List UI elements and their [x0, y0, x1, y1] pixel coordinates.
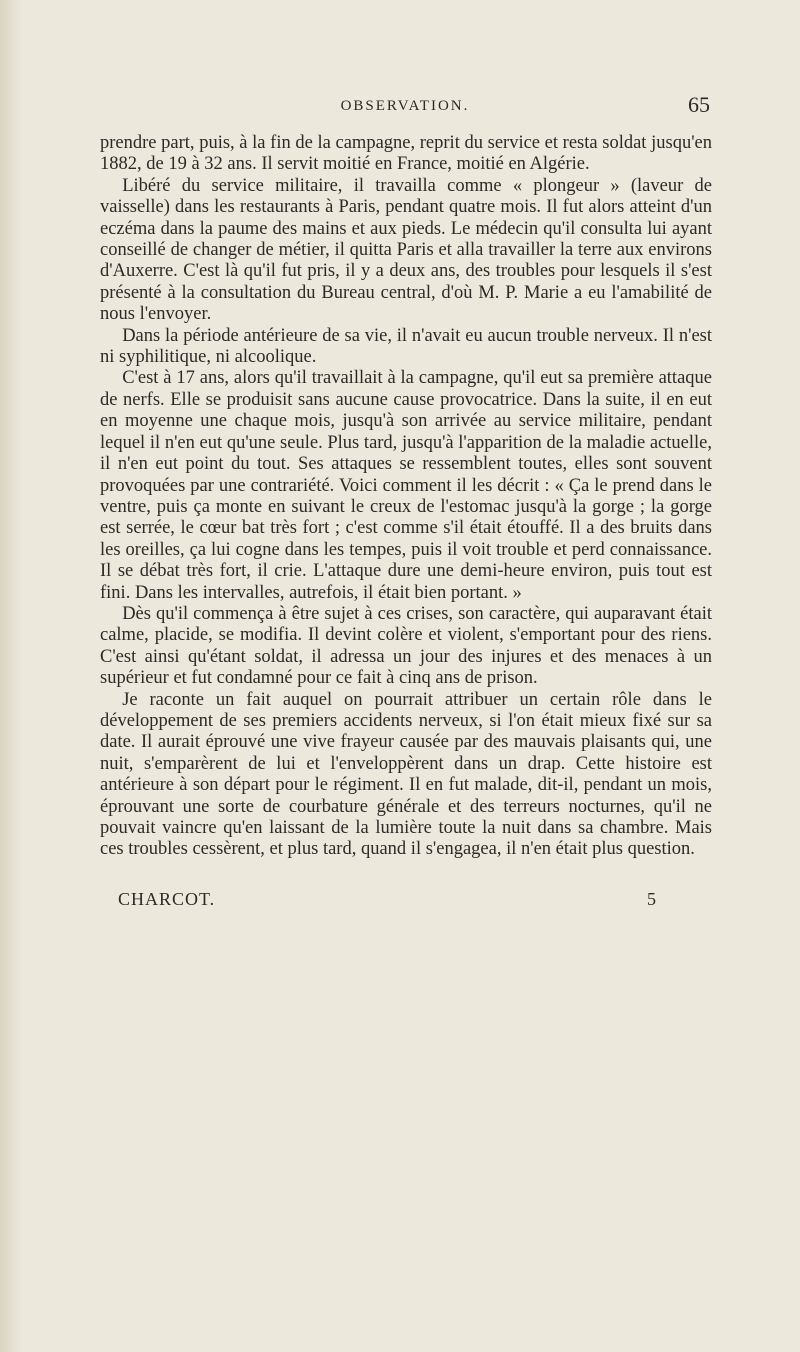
paragraph: C'est à 17 ans, alors qu'il travaillait à la campagne, qu'il eut sa première attaque de nerfs. Elle se produisit sans aucune cause provocatrice. Dans la suite, il en eut en moyenne une chaque mois, jusqu'à son arrivée au service militaire, pendant lequel il n'en eut qu'une seule. Plus tard, jusqu'à l'apparition de la maladie actuelle, il n'en eut point du tout. Ses attaques se ressemblent toutes, elles sont souvent provoquées par une contrariété. Voici comment il les décrit : « Ça le prend dans le ventre, puis ça monte en suivant le creux de l'estomac jusqu'à la gorge ; la gorge est serrée, le cœur bat très fort ; c'est comme s'il était étouffé. Il a des bruits dans les oreilles, ça lui cogne dans les tempes, puis il voit trouble et perd connaissance. Il se débat très fort, il crie. L'attaque dure une demi-heure environ, puis tout est fini. Dans les intervalles, autrefois, il était bien portant. »: [100, 368, 712, 603]
running-title: OBSERVATION.: [340, 98, 470, 114]
paragraph: Dès qu'il commença à être sujet à ces crises, son caractère, qui auparavant était calme, placide, se modifia. Il devint colère et violent, s'emportant pour des riens. C'est ainsi qu'étant soldat, il adressa un jour des injures et des menaces à un supérieur et fut condamné pour ce fait à cinq ans de prison.: [100, 603, 712, 689]
body-text: [100, 133, 712, 861]
gathering-number: 5: [647, 889, 656, 909]
printer-signature: CHARCOT.: [118, 889, 216, 909]
paragraph: prendre part, puis, à la fin de la campagne, reprit du service et resta soldat jusqu'en 1882, de 19 à 32 ans. Il servit moitié en France, moitié en Algérie.: [100, 133, 712, 175]
paragraph: Libéré du service militaire, il travailla comme « plongeur » (laveur de vaisselle) dans les restaurants à Paris, pendant quatre mois. Il fut alors atteint d'un eczéma dans la paume des mains et aux pieds. Le médecin qu'il consulta lui ayant conseillé de changer de métier, il quitta Paris et alla travailler la terre aux environs d'Auxerre. C'est là qu'il fut pris, il y a deux ans, des troubles pour lesquels il s'est présenté à la consultation du Bureau central, d'où M. P. Marie a eu l'amabilité de nous l'envoyer.: [100, 175, 712, 325]
running-head: [100, 92, 710, 122]
paragraph: Dans la période antérieure de sa vie, il n'avait eu aucun trouble nerveux. Il n'est ni syphilitique, ni alcoolique.: [100, 325, 712, 368]
signature-line: [100, 889, 712, 913]
paragraph: Je raconte un fait auquel on pourrait attribuer un certain rôle dans le développement de ses premiers accidents nerveux, si l'on était mieux fixé sur sa date. Il aurait éprouvé une vive frayeur causée par des mauvais plaisants qui, une nuit, s'emparèrent de lui et l'enveloppèrent dans un drap. Cette histoire est antérieure à son départ pour le régiment. Il en fut malade, dit-il, pendant un mois, éprouvant une sorte de courbature générale et des terreurs nocturnes, qu'il ne pouvait vaincre qu'en laissant de la lumière toute la nuit dans sa chambre. Mais ces troubles cessèrent, et plus tard, quand il s'engagea, il n'en était plus question.: [100, 689, 712, 860]
page-number: 65: [688, 92, 710, 117]
